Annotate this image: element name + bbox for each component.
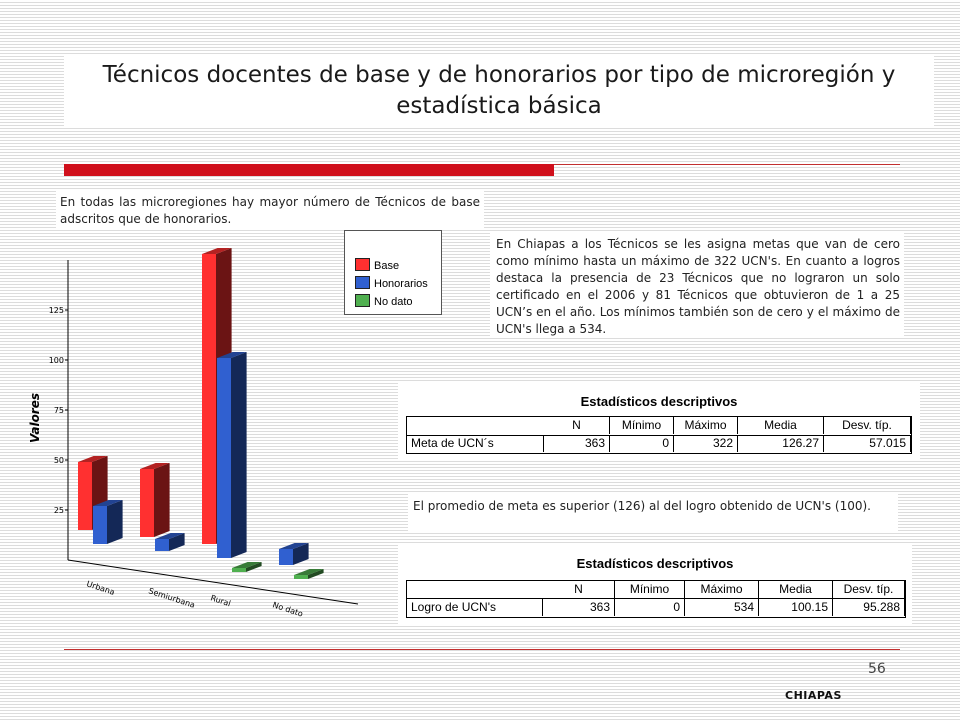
- header-minimo: Mínimo: [610, 417, 674, 434]
- row-label: Meta de UCN´s: [407, 435, 544, 452]
- y-tick-label: 50: [53, 456, 64, 465]
- y-tick-label: 100: [48, 356, 64, 365]
- x-tick-label: No dato: [271, 600, 305, 619]
- stats-table-meta: [398, 382, 920, 460]
- cell-maximo: 322: [674, 435, 738, 452]
- cell-maximo: 534: [685, 599, 759, 616]
- legend-item-base: [355, 258, 399, 272]
- cell-n: 363: [544, 435, 610, 452]
- header-desv: Desv. típ.: [833, 581, 905, 598]
- row-label: Logro de UCN's: [407, 599, 543, 616]
- page-number: 56: [868, 661, 886, 677]
- x-tick-label: Semiurbana: [147, 586, 197, 610]
- bar-no-dato-no-dato: [294, 569, 324, 579]
- stats-table-logro: [398, 543, 912, 625]
- header-minimo: Mínimo: [615, 581, 685, 598]
- stats-title: Estadísticos descriptivos: [576, 556, 734, 571]
- y-tick-label: 125: [48, 306, 64, 315]
- bar-honorarios-urbana: [93, 500, 123, 544]
- cell-minimo: 0: [615, 599, 685, 616]
- bar-chart: [20, 246, 390, 642]
- legend-swatch-no-dato: [355, 294, 370, 307]
- legend-swatch-base: [355, 258, 370, 271]
- header-n: N: [544, 417, 610, 434]
- header-media: Media: [759, 581, 833, 598]
- note-mid: El promedio de meta es superior (126) al del logro obtenido de UCN's (100).: [413, 499, 871, 513]
- note-right: En Chiapas a los Técnicos se les asigna metas que van de cero como mínimo hasta un máximo de 322 UCN's. En cuanto a logros destaca la presencia de 23 Técnicos que no lograron un solo certificado en el 2006 y 81 Técnicos que obtuvieron de 1 a 25 UCN’s en el año. Los mínimos también son de cero y el máximo de UCN's llega a 534.: [496, 237, 900, 336]
- stats-title: Estadísticos descriptivos: [580, 394, 738, 409]
- legend-item-honorarios: [355, 276, 428, 290]
- cell-n: 363: [543, 599, 615, 616]
- y-tick-label: 75: [53, 406, 64, 415]
- header-n: N: [543, 581, 615, 598]
- header-maximo: Máximo: [685, 581, 759, 598]
- page-title: Técnicos docentes de base y de honorarios por tipo de microregión y estadística básica: [102, 62, 896, 119]
- title-accent-line: [554, 164, 900, 165]
- header-desv: Desv. típ.: [824, 417, 911, 434]
- x-tick-label: Urbana: [85, 579, 116, 597]
- legend-label-honorarios: Honorarios: [374, 278, 428, 290]
- cell-desv: 95.288: [833, 599, 905, 616]
- title-box: [64, 56, 934, 126]
- cell-minimo: 0: [610, 435, 674, 452]
- cell-desv: 57.015: [824, 435, 911, 452]
- bar-no-dato-rural: [232, 562, 262, 572]
- header-maximo: Máximo: [674, 417, 738, 434]
- legend-label-base: Base: [374, 260, 400, 272]
- y-tick-label: 25: [53, 506, 64, 515]
- y-axis-label: Valores: [28, 392, 42, 444]
- header-media: Media: [738, 417, 824, 434]
- cell-media: 100.15: [759, 599, 833, 616]
- bar-honorarios-semiurbana: [155, 533, 185, 551]
- bar-honorarios-rural: [217, 352, 247, 558]
- cell-media: 126.27: [738, 435, 824, 452]
- bar-base-semiurbana: [140, 463, 170, 537]
- legend-label-no-dato: No dato: [374, 296, 413, 308]
- x-tick-label: Rural: [209, 593, 232, 609]
- legend-item-no-dato: [355, 294, 413, 308]
- footer-label: CHIAPAS: [785, 689, 842, 702]
- title-accent-bar: [64, 164, 554, 176]
- legend-swatch-honorarios: [355, 276, 370, 289]
- bar-honorarios-no-dato: [279, 543, 309, 565]
- chart-legend: [344, 230, 442, 315]
- note-top: En todas las microregiones hay mayor número de Técnicos de base adscritos que de honorarios.: [60, 195, 480, 226]
- footer-line: [64, 649, 900, 650]
